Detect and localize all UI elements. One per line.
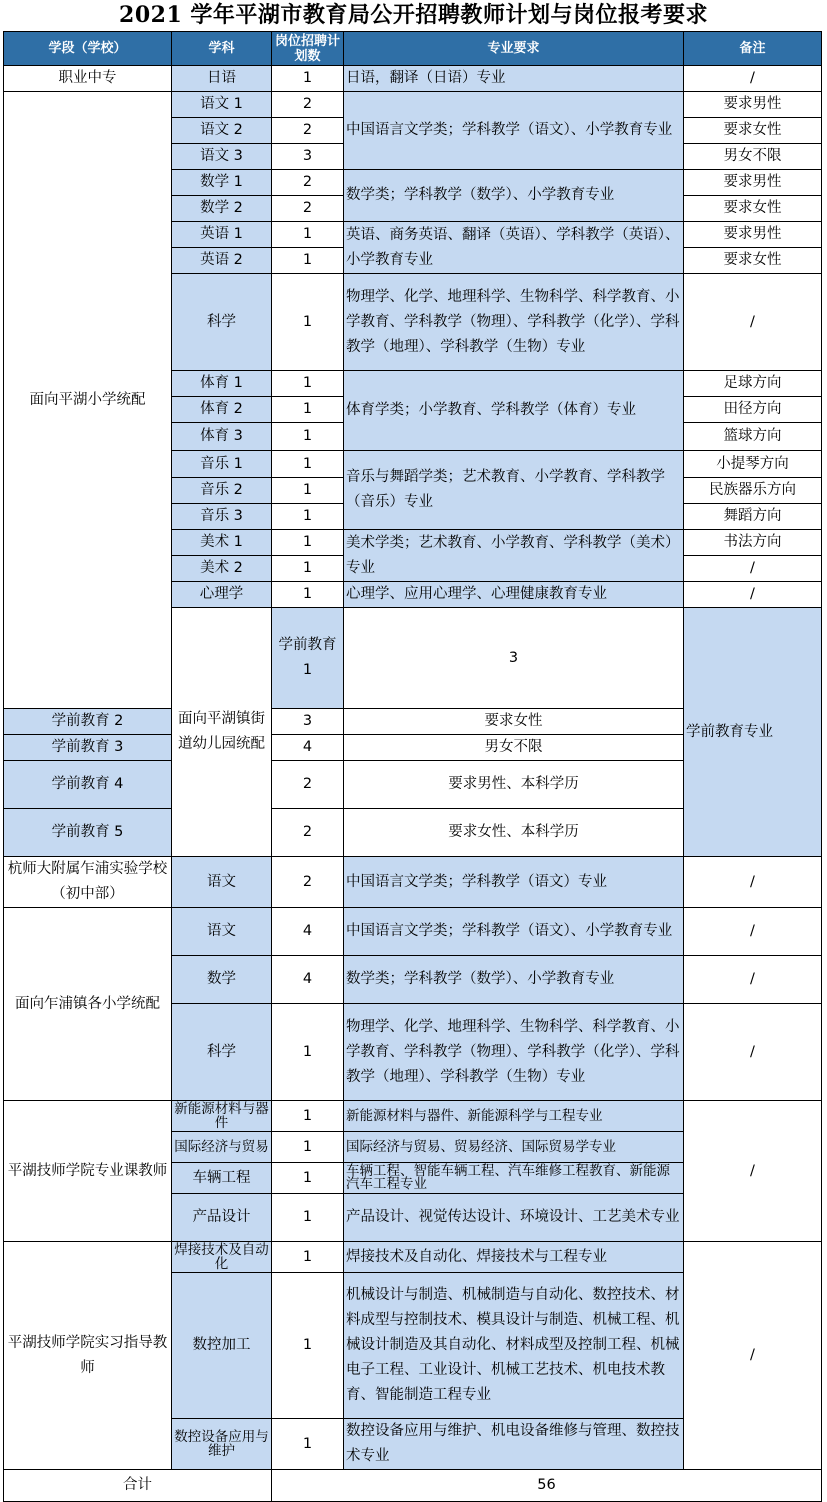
subject-cell: 焊接技术及自动化 bbox=[172, 1242, 272, 1273]
major-cell: 中国语言文学类；学科教学（语文）、小学教育专业 bbox=[344, 92, 684, 170]
major-cell: 中国语言文学类；学科教学（语文）专业 bbox=[344, 857, 684, 908]
note-cell: / bbox=[684, 1101, 822, 1242]
note-cell: 舞蹈方向 bbox=[684, 504, 822, 530]
note-cell: 书法方向 bbox=[684, 530, 822, 556]
subject-cell: 语文 bbox=[172, 857, 272, 908]
note-cell: 男女不限 bbox=[344, 735, 684, 761]
count-cell: 3 bbox=[272, 144, 344, 170]
table-row bbox=[4, 857, 822, 908]
subject-cell: 科学 bbox=[172, 274, 272, 371]
major-cell: 中国语言文学类；学科教学（语文）、小学教育专业 bbox=[344, 908, 684, 956]
page-title: 2021 学年平湖市教育局公开招聘教师计划与岗位报考要求 bbox=[119, 2, 708, 28]
subject-cell: 体育 2 bbox=[172, 397, 272, 423]
header-school: 学段（学校） bbox=[4, 32, 172, 66]
note-cell: / bbox=[684, 274, 822, 371]
count-cell: 4 bbox=[272, 908, 344, 956]
count-cell: 2 bbox=[272, 857, 344, 908]
school-cell: 杭师大附属乍浦实验学校（初中部） bbox=[4, 857, 172, 908]
major-cell: 物理学、化学、地理科学、生物科学、科学教育、小学教育、学科教学（物理）、学科教学（化学）、学科教学（地理）、学科教学（生物）专业 bbox=[344, 274, 684, 371]
note-cell: 田径方向 bbox=[684, 397, 822, 423]
school-cell: 面向平湖小学统配 bbox=[4, 92, 172, 709]
note-cell: / bbox=[684, 1242, 822, 1470]
note-cell: / bbox=[684, 582, 822, 608]
count-cell: 1 bbox=[272, 274, 344, 371]
note-cell: / bbox=[684, 66, 822, 92]
note-cell: / bbox=[684, 857, 822, 908]
count-cell: 1 bbox=[272, 222, 344, 248]
header-count: 岗位招聘计划数 bbox=[272, 32, 344, 66]
count-cell: 1 bbox=[272, 66, 344, 92]
note-cell: 篮球方向 bbox=[684, 423, 822, 451]
subject-cell: 新能源材料与器件 bbox=[172, 1101, 272, 1132]
count-cell: 1 bbox=[272, 582, 344, 608]
subject-cell: 数学 1 bbox=[172, 170, 272, 196]
major-cell: 体育学类；小学教育、学科教学（体育）专业 bbox=[344, 371, 684, 451]
note-cell: / bbox=[684, 908, 822, 956]
school-cell: 职业中专 bbox=[4, 66, 172, 92]
subject-cell: 语文 bbox=[172, 908, 272, 956]
note-cell: 要求女性、本科学历 bbox=[344, 809, 684, 857]
major-cell: 音乐与舞蹈学类；艺术教育、小学教育、学科教学（音乐）专业 bbox=[344, 451, 684, 530]
table-row bbox=[4, 1242, 822, 1273]
count-cell: 1 bbox=[272, 504, 344, 530]
count-cell: 1 bbox=[272, 530, 344, 556]
school-cell: 平湖技师学院实习指导教师 bbox=[4, 1242, 172, 1470]
count-cell: 1 bbox=[272, 397, 344, 423]
major-cell: 心理学、应用心理学、心理健康教育专业 bbox=[344, 582, 684, 608]
count-cell: 1 bbox=[272, 1273, 344, 1419]
subject-cell: 学前教育 1 bbox=[272, 608, 344, 709]
note-cell: 男女不限 bbox=[684, 144, 822, 170]
major-cell: 数学类；学科教学（数学）、小学教育专业 bbox=[344, 170, 684, 222]
header-row bbox=[4, 32, 822, 66]
subject-cell: 国际经济与贸易 bbox=[172, 1132, 272, 1163]
total-value: 56 bbox=[272, 1470, 822, 1502]
count-cell: 1 bbox=[272, 1132, 344, 1163]
subject-cell: 产品设计 bbox=[172, 1194, 272, 1242]
subject-cell: 体育 1 bbox=[172, 371, 272, 397]
subject-cell: 英语 2 bbox=[172, 248, 272, 274]
note-cell: 足球方向 bbox=[684, 371, 822, 397]
major-cell: 数控设备应用与维护、机电设备维修与管理、数控技术专业 bbox=[344, 1419, 684, 1470]
major-cell: 物理学、化学、地理科学、生物科学、科学教育、小学教育、学科教学（物理）、学科教学（化学）、学科教学（地理）、学科教学（生物）专业 bbox=[344, 1004, 684, 1101]
table-row bbox=[4, 92, 822, 118]
subject-cell: 数控加工 bbox=[172, 1273, 272, 1419]
subject-cell: 数控设备应用与维护 bbox=[172, 1419, 272, 1470]
subject-cell: 英语 1 bbox=[172, 222, 272, 248]
header-subject: 学科 bbox=[172, 32, 272, 66]
note-cell: 要求女性 bbox=[684, 248, 822, 274]
count-cell: 1 bbox=[272, 1419, 344, 1470]
count-cell: 1 bbox=[272, 1004, 344, 1101]
count-cell: 1 bbox=[272, 1242, 344, 1273]
subject-cell: 美术 1 bbox=[172, 530, 272, 556]
count-cell: 2 bbox=[272, 761, 344, 809]
count-cell: 1 bbox=[272, 371, 344, 397]
subject-cell: 车辆工程 bbox=[172, 1163, 272, 1194]
subject-cell: 音乐 1 bbox=[172, 451, 272, 478]
count-cell: 1 bbox=[272, 423, 344, 451]
subject-cell: 心理学 bbox=[172, 582, 272, 608]
count-cell: 1 bbox=[272, 556, 344, 582]
subject-cell: 学前教育 2 bbox=[4, 709, 172, 735]
count-cell: 1 bbox=[272, 1101, 344, 1132]
note-cell: / bbox=[684, 1004, 822, 1101]
subject-cell: 语文 2 bbox=[172, 118, 272, 144]
count-cell: 3 bbox=[272, 709, 344, 735]
note-cell: 要求女性 bbox=[684, 118, 822, 144]
note-cell: 民族器乐方向 bbox=[684, 478, 822, 504]
count-cell: 2 bbox=[272, 809, 344, 857]
subject-cell: 日语 bbox=[172, 66, 272, 92]
major-cell: 机械设计与制造、机械制造与自动化、数控技术、材料成型与控制技术、模具设计与制造、机械工程、机械设计制造及其自动化、材料成型及控制工程、机械电子工程、工业设计、机械工艺技术、机电技术教育、智能制造工程专业 bbox=[344, 1273, 684, 1419]
subject-cell: 数学 bbox=[172, 956, 272, 1004]
note-cell: / bbox=[684, 556, 822, 582]
table-row bbox=[4, 1101, 822, 1132]
note-cell: 要求男性 bbox=[684, 222, 822, 248]
count-cell: 1 bbox=[272, 478, 344, 504]
count-cell: 2 bbox=[272, 170, 344, 196]
subject-cell: 数学 2 bbox=[172, 196, 272, 222]
major-cell: 数学类；学科教学（数学）、小学教育专业 bbox=[344, 956, 684, 1004]
count-cell: 4 bbox=[272, 735, 344, 761]
major-cell: 国际经济与贸易、贸易经济、国际贸易学专业 bbox=[344, 1132, 684, 1163]
subject-cell: 音乐 3 bbox=[172, 504, 272, 530]
major-cell: 日语，翻译（日语）专业 bbox=[344, 66, 684, 92]
subject-cell: 美术 2 bbox=[172, 556, 272, 582]
major-cell: 焊接技术及自动化、焊接技术与工程专业 bbox=[344, 1242, 684, 1273]
subject-cell: 学前教育 5 bbox=[4, 809, 172, 857]
table-row bbox=[4, 66, 822, 92]
count-cell: 1 bbox=[272, 248, 344, 274]
major-cell: 学前教育专业 bbox=[684, 608, 822, 857]
header-major: 专业要求 bbox=[344, 32, 684, 66]
count-cell: 2 bbox=[272, 118, 344, 144]
school-cell: 面向乍浦镇各小学统配 bbox=[4, 908, 172, 1101]
major-cell: 新能源材料与器件、新能源科学与工程专业 bbox=[344, 1101, 684, 1132]
count-cell: 3 bbox=[344, 608, 684, 709]
subject-cell: 科学 bbox=[172, 1004, 272, 1101]
note-cell: 要求男性、本科学历 bbox=[344, 761, 684, 809]
count-cell: 1 bbox=[272, 1194, 344, 1242]
major-cell: 美术学类；艺术教育、小学教育、学科教学（美术）专业 bbox=[344, 530, 684, 582]
subject-cell: 体育 3 bbox=[172, 423, 272, 451]
subject-cell: 音乐 2 bbox=[172, 478, 272, 504]
subject-cell: 语文 3 bbox=[172, 144, 272, 170]
count-cell: 1 bbox=[272, 451, 344, 478]
note-cell: 要求男性 bbox=[684, 170, 822, 196]
major-cell: 车辆工程、智能车辆工程、汽车维修工程教育、新能源汽车工程专业 bbox=[344, 1163, 684, 1194]
subject-cell: 语文 1 bbox=[172, 92, 272, 118]
count-cell: 2 bbox=[272, 196, 344, 222]
header-note: 备注 bbox=[684, 32, 822, 66]
recruitment-table bbox=[3, 31, 822, 1502]
school-cell: 平湖技师学院专业课教师 bbox=[4, 1101, 172, 1242]
subject-cell: 学前教育 3 bbox=[4, 735, 172, 761]
school-cell: 面向平湖镇街道幼儿园统配 bbox=[172, 608, 272, 857]
note-cell: 小提琴方向 bbox=[684, 451, 822, 478]
note-cell: 要求女性 bbox=[684, 196, 822, 222]
subject-cell: 学前教育 4 bbox=[4, 761, 172, 809]
note-cell: / bbox=[684, 956, 822, 1004]
total-row bbox=[4, 1470, 822, 1502]
total-label: 合计 bbox=[4, 1470, 272, 1502]
major-cell: 英语、商务英语、翻译（英语）、学科教学（英语）、小学教育专业 bbox=[344, 222, 684, 274]
note-cell: 要求男性 bbox=[684, 92, 822, 118]
count-cell: 2 bbox=[272, 92, 344, 118]
count-cell: 1 bbox=[272, 1163, 344, 1194]
note-cell: 要求女性 bbox=[344, 709, 684, 735]
major-cell: 产品设计、视觉传达设计、环境设计、工艺美术专业 bbox=[344, 1194, 684, 1242]
table-row bbox=[4, 908, 822, 956]
count-cell: 4 bbox=[272, 956, 344, 1004]
